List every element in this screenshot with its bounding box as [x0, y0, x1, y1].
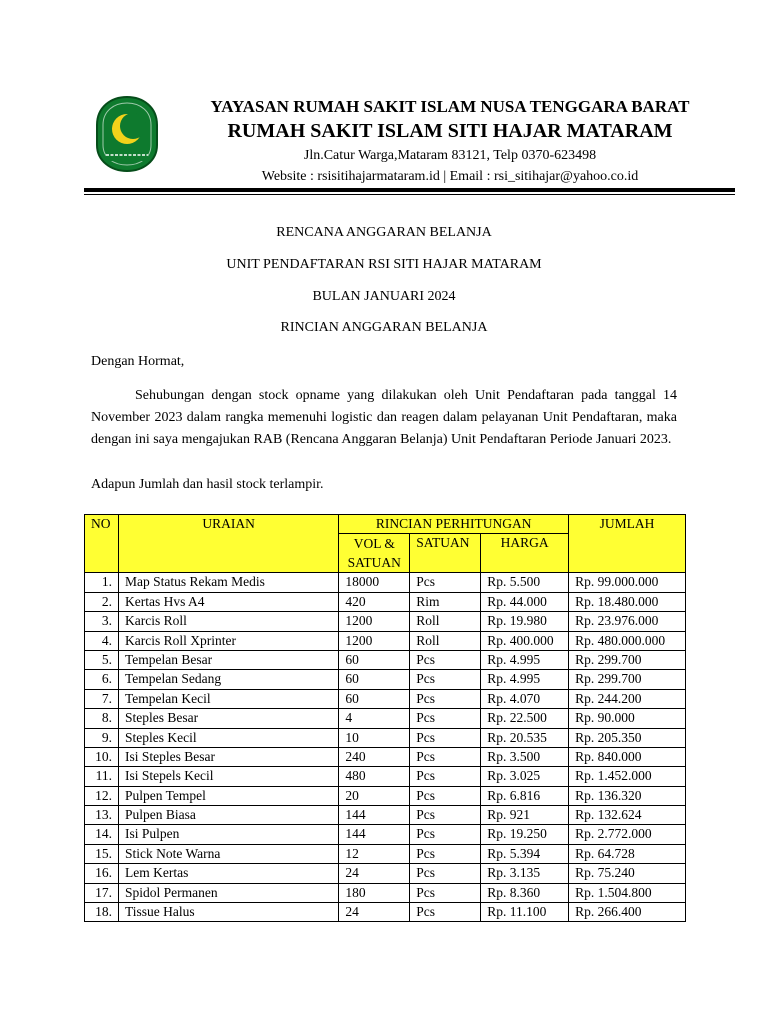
row-jumlah: Rp. 299.700 [569, 650, 686, 669]
row-uraian: Isi Steples Besar [118, 747, 338, 766]
row-vol: 60 [339, 650, 410, 669]
row-vol: 144 [339, 806, 410, 825]
row-no: 11. [85, 767, 119, 786]
row-vol: 240 [339, 747, 410, 766]
row-harga: Rp. 4.070 [481, 689, 569, 708]
row-satuan: Pcs [410, 709, 481, 728]
row-satuan: Pcs [410, 825, 481, 844]
row-harga: Rp. 8.360 [481, 883, 569, 902]
table-row [85, 806, 686, 825]
row-vol: 180 [339, 883, 410, 902]
row-jumlah: Rp. 299.700 [569, 670, 686, 689]
row-vol: 1200 [339, 612, 410, 631]
row-harga: Rp. 22.500 [481, 709, 569, 728]
row-vol: 420 [339, 592, 410, 611]
row-vol: 60 [339, 689, 410, 708]
doc-unit: UNIT PENDAFTARAN RSI SITI HAJAR MATARAM [226, 257, 542, 272]
header-satuan: SATUAN [410, 534, 481, 573]
row-uraian: Lem Kertas [118, 864, 338, 883]
row-no: 9. [85, 728, 119, 747]
row-jumlah: Rp. 90.000 [569, 709, 686, 728]
row-satuan: Pcs [410, 573, 481, 592]
row-harga: Rp. 5.394 [481, 844, 569, 863]
row-harga: Rp. 5.500 [481, 573, 569, 592]
row-satuan: Roll [410, 631, 481, 650]
row-satuan: Rim [410, 592, 481, 611]
row-vol: 18000 [339, 573, 410, 592]
row-harga: Rp. 20.535 [481, 728, 569, 747]
row-uraian: Stick Note Warna [118, 844, 338, 863]
row-jumlah: Rp. 1.452.000 [569, 767, 686, 786]
row-satuan: Pcs [410, 786, 481, 805]
table-header-row [85, 515, 686, 534]
header-uraian: URAIAN [118, 515, 338, 573]
row-jumlah: Rp. 480.000.000 [569, 631, 686, 650]
row-no: 10. [85, 747, 119, 766]
row-satuan: Pcs [410, 747, 481, 766]
foundation-name: YAYASAN RUMAH SAKIT ISLAM NUSA TENGGARA BARAT [210, 97, 690, 116]
row-jumlah: Rp. 75.240 [569, 864, 686, 883]
table-row [85, 631, 686, 650]
hospital-address: Jln.Catur Warga,Mataram 83121, Telp 0370-623498 [303, 148, 597, 163]
row-harga: Rp. 19.250 [481, 825, 569, 844]
row-harga: Rp. 3.135 [481, 864, 569, 883]
table-row [85, 844, 686, 863]
doc-subtitle: RINCIAN ANGGARAN BELANJA [280, 320, 488, 335]
row-harga: Rp. 3.500 [481, 747, 569, 766]
row-jumlah: Rp. 18.480.000 [569, 592, 686, 611]
row-no: 2. [85, 592, 119, 611]
greeting: Dengan Hormat, [91, 354, 185, 369]
row-vol: 10 [339, 728, 410, 747]
row-harga: Rp. 4.995 [481, 650, 569, 669]
row-no: 7. [85, 689, 119, 708]
row-uraian: Isi Stepels Kecil [118, 767, 338, 786]
row-uraian: Steples Besar [118, 709, 338, 728]
row-vol: 24 [339, 864, 410, 883]
table-row [85, 883, 686, 902]
row-no: 3. [85, 612, 119, 631]
row-no: 15. [85, 844, 119, 863]
row-uraian: Karcis Roll Xprinter [118, 631, 338, 650]
doc-period: BULAN JANUARI 2024 [312, 289, 456, 304]
row-jumlah: Rp. 132.624 [569, 806, 686, 825]
table-row [85, 864, 686, 883]
table-row [85, 825, 686, 844]
table-row [85, 786, 686, 805]
row-uraian: Map Status Rekam Medis [118, 573, 338, 592]
row-harga: Rp. 921 [481, 806, 569, 825]
row-no: 13. [85, 806, 119, 825]
row-jumlah: Rp. 244.200 [569, 689, 686, 708]
row-harga: Rp. 19.980 [481, 612, 569, 631]
row-no: 14. [85, 825, 119, 844]
row-uraian: Tempelan Besar [118, 650, 338, 669]
table-row [85, 903, 686, 922]
row-vol: 12 [339, 844, 410, 863]
row-jumlah: Rp. 266.400 [569, 903, 686, 922]
row-jumlah: Rp. 23.976.000 [569, 612, 686, 631]
header-vol: VOL & SATUAN [339, 534, 410, 573]
row-no: 1. [85, 573, 119, 592]
row-harga: Rp. 4.995 [481, 670, 569, 689]
row-satuan: Pcs [410, 864, 481, 883]
row-jumlah: Rp. 2.772.000 [569, 825, 686, 844]
table-row [85, 728, 686, 747]
table-row [85, 612, 686, 631]
row-satuan: Pcs [410, 670, 481, 689]
row-vol: 144 [339, 825, 410, 844]
hospital-contact: Website : rsisitihajarmataram.id | Email : rsi_sitihajar@yahoo.co.id [261, 169, 639, 184]
row-no: 6. [85, 670, 119, 689]
doc-title: RENCANA ANGGARAN BELANJA [276, 225, 492, 240]
row-vol: 4 [339, 709, 410, 728]
row-harga: Rp. 11.100 [481, 903, 569, 922]
row-vol: 20 [339, 786, 410, 805]
row-jumlah: Rp. 1.504.800 [569, 883, 686, 902]
table-row [85, 573, 686, 592]
row-uraian: Tempelan Kecil [118, 689, 338, 708]
row-uraian: Isi Pulpen [118, 825, 338, 844]
row-uraian: Pulpen Tempel [118, 786, 338, 805]
table-row [85, 670, 686, 689]
row-no: 4. [85, 631, 119, 650]
row-vol: 24 [339, 903, 410, 922]
row-uraian: Steples Kecil [118, 728, 338, 747]
row-harga: Rp. 6.816 [481, 786, 569, 805]
table-row [85, 650, 686, 669]
row-uraian: Tissue Halus [118, 903, 338, 922]
hospital-logo [94, 95, 160, 173]
row-satuan: Pcs [410, 806, 481, 825]
row-harga: Rp. 3.025 [481, 767, 569, 786]
row-no: 5. [85, 650, 119, 669]
row-no: 18. [85, 903, 119, 922]
row-no: 17. [85, 883, 119, 902]
row-uraian: Karcis Roll [118, 612, 338, 631]
row-uraian: Pulpen Biasa [118, 806, 338, 825]
table-row [85, 689, 686, 708]
row-harga: Rp. 44.000 [481, 592, 569, 611]
letterhead-rule-thin [84, 194, 735, 195]
row-satuan: Pcs [410, 689, 481, 708]
row-uraian: Kertas Hvs A4 [118, 592, 338, 611]
row-jumlah: Rp. 136.320 [569, 786, 686, 805]
row-satuan: Roll [410, 612, 481, 631]
row-no: 16. [85, 864, 119, 883]
row-satuan: Pcs [410, 650, 481, 669]
row-no: 8. [85, 709, 119, 728]
row-satuan: Pcs [410, 883, 481, 902]
row-jumlah: Rp. 99.000.000 [569, 573, 686, 592]
table-row [85, 709, 686, 728]
row-satuan: Pcs [410, 728, 481, 747]
row-jumlah: Rp. 64.728 [569, 844, 686, 863]
table-row [85, 747, 686, 766]
header-no: NO [85, 515, 119, 573]
letter-closing: Adapun Jumlah dan hasil stock terlampir. [91, 477, 324, 492]
table-row [85, 767, 686, 786]
header-rincian: RINCIAN PERHITUNGAN [339, 515, 569, 534]
row-jumlah: Rp. 205.350 [569, 728, 686, 747]
header-harga: HARGA [481, 534, 569, 573]
row-vol: 1200 [339, 631, 410, 650]
letter-body: Sehubungan dengan stock opname yang dilakukan oleh Unit Pendaftaran pada tanggal 14 November 2023 dalam rangka memenuhi logistic dan reagen dalam pelayanan Unit Pendaftaran, maka dengan ini saya mengajukan RAB (Rencana Anggaran Belanja) Unit Pendaftaran Periode Januari 2023. [91, 388, 677, 447]
row-vol: 60 [339, 670, 410, 689]
row-satuan: Pcs [410, 903, 481, 922]
row-no: 12. [85, 786, 119, 805]
row-satuan: Pcs [410, 844, 481, 863]
row-uraian: Spidol Permanen [118, 883, 338, 902]
row-jumlah: Rp. 840.000 [569, 747, 686, 766]
row-uraian: Tempelan Sedang [118, 670, 338, 689]
budget-table [84, 514, 686, 922]
letterhead-rule-thick [84, 188, 735, 192]
row-satuan: Pcs [410, 767, 481, 786]
header-jumlah: JUMLAH [569, 515, 686, 573]
hospital-name: RUMAH SAKIT ISLAM SITI HAJAR MATARAM [227, 120, 673, 142]
table-row [85, 592, 686, 611]
row-vol: 480 [339, 767, 410, 786]
row-harga: Rp. 400.000 [481, 631, 569, 650]
